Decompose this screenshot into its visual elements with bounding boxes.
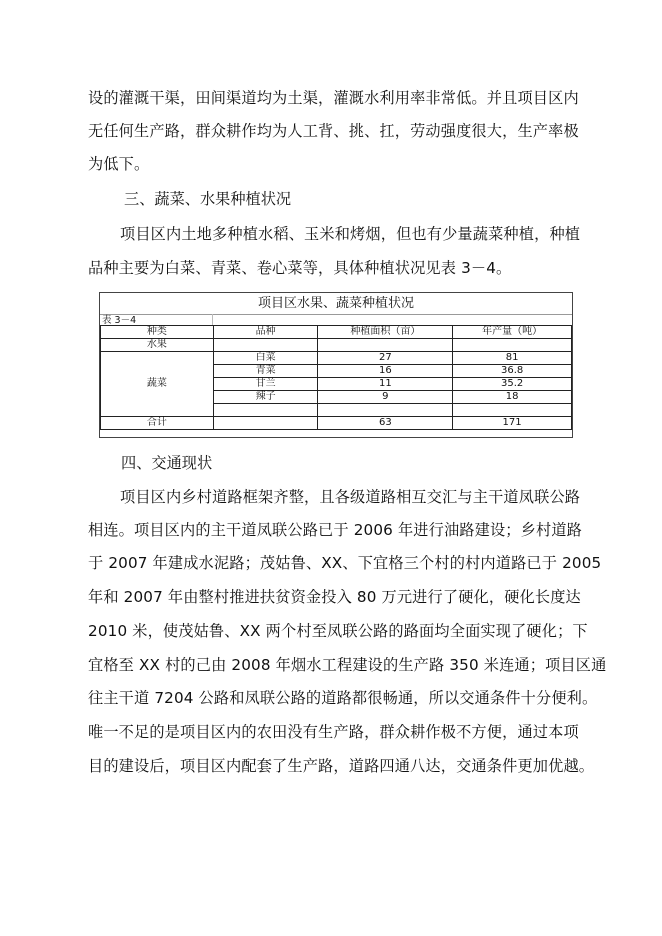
paragraph-line: 相连。项目区内的主干道凤联公路已于 2006 年进行油路建设；乡村道路 [88, 521, 582, 539]
section-heading: 三、蔬菜、水果种植状况 [124, 190, 292, 208]
table-total-row [101, 417, 572, 430]
paragraph-line: 目的建设后，项目区内配套了生产路，道路四通八达，交通条件更加优越。 [88, 757, 595, 775]
table-cell [453, 404, 572, 417]
table-cell [453, 339, 572, 352]
table-cell [213, 404, 318, 417]
header-cell: 种植面积（亩） [318, 326, 453, 339]
paragraph-line: 年和 2007 年由整村推进扶贫资金投入 80 万元进行了硬化，硬化长度达 [88, 588, 581, 606]
variety-cell: 青菜 [213, 365, 318, 378]
paragraph-line: 唯一不足的是项目区内的农田没有生产路，群众耕作极不方便，通过本项 [88, 723, 579, 741]
variety-cell: 辣子 [213, 391, 318, 404]
paragraph-line: 为低下。 [88, 155, 150, 173]
paragraph-line: 项目区内土地多种植水稻、玉米和烤烟，但也有少量蔬菜种植，种植 [120, 225, 581, 243]
paragraph-line: 项目区内乡村道路框架齐整，且各级道路相互交汇与主干道凤联公路 [120, 488, 581, 506]
data-table [100, 325, 572, 430]
table-cell [318, 404, 453, 417]
paragraph-line: 往主干道 7204 公路和凤联公路的道路都很畅通，所以交通条件十分便利。 [88, 689, 598, 707]
table-cell [213, 339, 318, 352]
category-cell: 蔬菜 [101, 352, 214, 417]
area-cell: 11 [318, 378, 453, 391]
paragraph-line: 无任何生产路，群众耕作均为人工背、挑、扛，劳动强度很大，生产率极 [88, 122, 579, 140]
section-heading: 四、交通现状 [121, 454, 213, 472]
paragraph-line: 于 2007 年建成水泥路；茂姑鲁、XX、下宜格三个村的村内道路已于 2005 [88, 554, 602, 572]
paragraph-line: 设的灌溉干渠，田间渠道均为土渠，灌溉水利用率非常低。并且项目区内 [88, 89, 579, 107]
table-title: 项目区水果、蔬菜种植状况 [100, 293, 572, 315]
paragraph-line: 宜格至 XX 村的己由 2008 年烟水工程建设的生产路 350 米连通；项目区通 [88, 656, 607, 674]
table-cell [213, 417, 318, 430]
header-cell: 年产量（吨） [453, 326, 572, 339]
header-cell: 种类 [101, 326, 214, 339]
table-cell [318, 339, 453, 352]
total-area-cell: 63 [318, 417, 453, 430]
table-label-spacer [212, 314, 573, 325]
paragraph-line: 品种主要为白菜、青菜、卷心菜等，具体种植状况见表 3－4。 [88, 259, 512, 277]
header-cell: 品种 [213, 326, 318, 339]
area-cell: 9 [318, 391, 453, 404]
output-cell: 36.8 [453, 365, 572, 378]
area-cell: 16 [318, 365, 453, 378]
area-cell: 27 [318, 352, 453, 365]
total-output-cell: 171 [453, 417, 572, 430]
variety-cell: 白菜 [213, 352, 318, 365]
table-row [101, 352, 572, 365]
table-row [101, 339, 572, 352]
output-cell: 81 [453, 352, 572, 365]
output-cell: 18 [453, 391, 572, 404]
variety-cell: 甘兰 [213, 378, 318, 391]
output-cell: 35.2 [453, 378, 572, 391]
table-label: 表 3－4 [102, 315, 137, 326]
category-cell: 水果 [101, 339, 214, 352]
crop-table [99, 292, 573, 438]
paragraph-line: 2010 米，使茂姑鲁、XX 两个村至凤联公路的路面均全面实现了硬化；下 [88, 622, 588, 640]
table-header-row [101, 326, 572, 339]
total-label-cell: 合计 [101, 417, 214, 430]
